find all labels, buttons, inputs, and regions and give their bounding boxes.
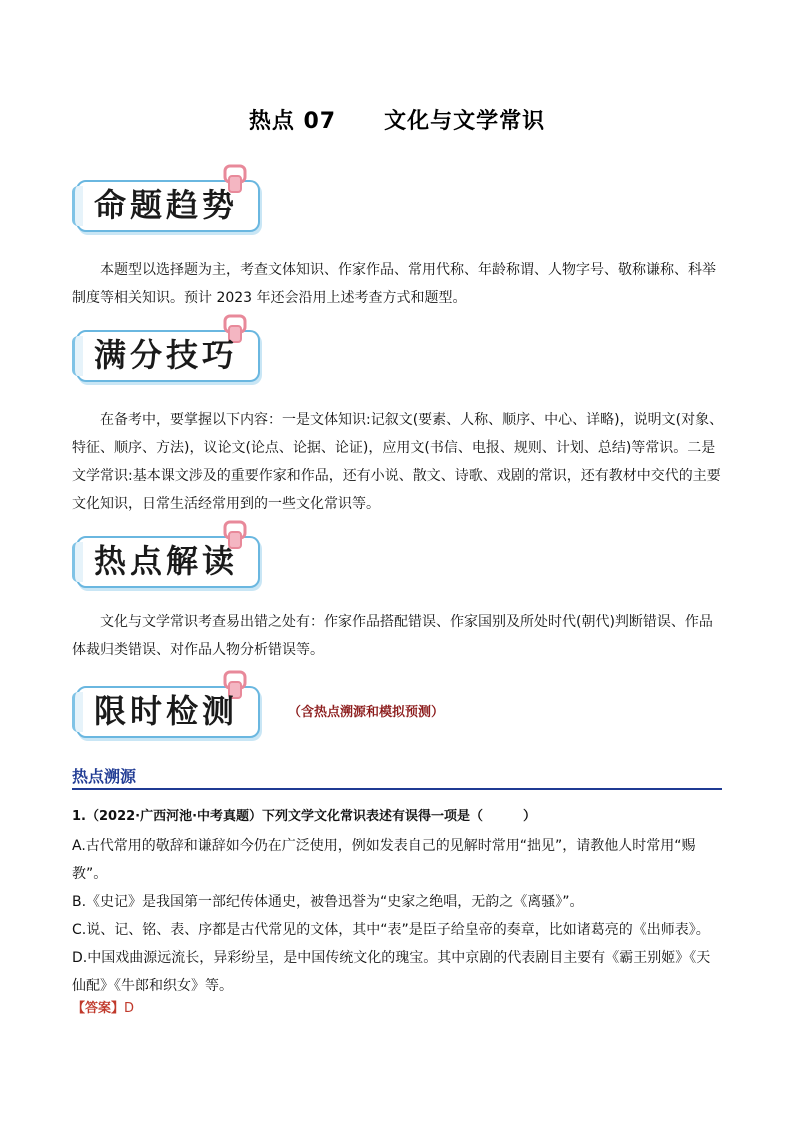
section-label-test: 限时检测: [94, 692, 239, 730]
answer-line: [72, 997, 134, 1016]
title-number: 热点 07: [248, 109, 337, 134]
option-a: A.古代常用的敬辞和谦辞如今仍在广泛使用，例如发表自己的见解时常用“拙见”，请教他人时常用“赐教”。: [72, 838, 696, 882]
badge-trend: [72, 176, 262, 232]
title-topic: 文化与文学常识: [384, 109, 546, 134]
heading-divider: [72, 788, 722, 790]
test-note: （含热点溯源和模拟预测）: [288, 705, 445, 720]
option-c: C.说、记、铭、表、序都是古代常见的文体，其中“表”是臣子给皇帝的奏章，比如诸葛亮的《出师表》。: [72, 922, 710, 938]
section-label-hot: 热点解读: [94, 542, 239, 580]
question-stem: [72, 805, 724, 824]
hot-paragraph: 文化与文学常识考查易出错之处有：作家作品搭配错误、作家国别及所处时代(朝代)判断错误、作品体裁归类错误、对作品人物分析错误等。: [72, 614, 713, 658]
option-d: D.中国戏曲源远流长，异彩纷呈，是中国传统文化的瑰宝。其中京剧的代表剧目主要有《霸王别姬》《天仙配》《牛郎和织女》等。: [72, 950, 711, 994]
answer-value: D: [124, 1001, 135, 1016]
source-heading: 热点溯源: [72, 767, 137, 786]
section-label-trend: 命题趋势: [94, 186, 239, 224]
badge-test: [72, 682, 262, 738]
answer-label: 【答案】: [72, 1001, 125, 1016]
question-stem-end: ）: [523, 809, 537, 824]
option-b: B.《史记》是我国第一部纪传体通史，被鲁迅誉为“史家之绝唱，无韵之《离骚》”。: [72, 894, 584, 910]
section-label-skills: 满分技巧: [94, 336, 239, 374]
question-options: [72, 832, 724, 1000]
badge-hot: [72, 532, 262, 588]
badge-skills: [72, 326, 262, 382]
skills-paragraph: 在备考中，要掌握以下内容：一是文体知识:记叙文(要素、人称、顺序、中心、详略)，说明文(对象、特征、顺序、方法)，议论文(论点、论据、论证)，应用文(书信、电报、规则、计划、总结)等常识。二是文学常识:基本课文涉及的重要作家和作品，还有小说、散文、诗歌、戏剧的常识，还有教材中交代的主要文化知识，日常生活经常用到的一些文化常识等。: [72, 412, 724, 512]
page-title: [0, 104, 794, 135]
trend-paragraph: 本题型以选择题为主，考查文体知识、作家作品、常用代称、年龄称谓、人物字号、敬称谦称、科举制度等相关知识。预计 2023 年还会沿用上述考查方式和题型。: [72, 262, 716, 306]
question-text: 1.（2022·广西河池·中考真题）下列文学文化常识表述有误得一项是（: [72, 809, 484, 824]
